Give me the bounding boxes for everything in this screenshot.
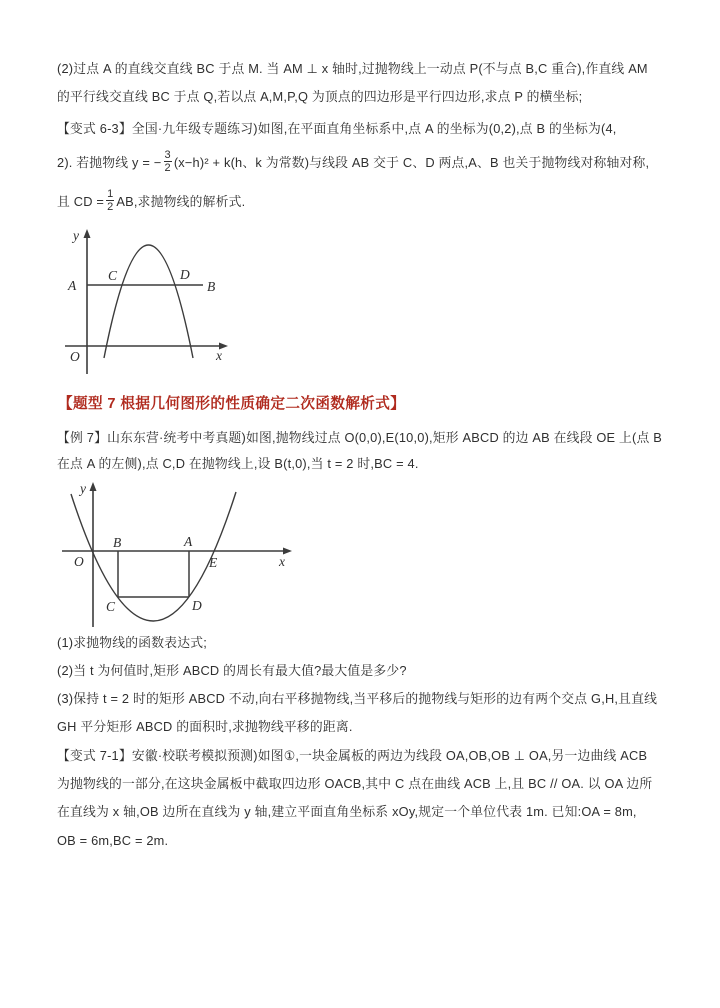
formula-prefix: 2). 若抛物线 y = − (57, 154, 162, 170)
y-axis-arrow-icon (90, 482, 97, 491)
variant63-formula-line (57, 143, 649, 179)
problem6-line1: (2)过点 A 的直线交直线 BC 于点 M. 当 AM ⊥ x 轴时,过抛物线上一动点 P(不与点 B,C 重合),作直线 AM (57, 61, 648, 76)
label-c: C (106, 599, 116, 614)
cd-prefix: 且 CD = (57, 193, 105, 209)
label-x: x (279, 554, 285, 569)
label-y: y (80, 481, 86, 496)
label-a: A (68, 278, 77, 293)
label-d: D (180, 267, 190, 282)
example7-q1: (1)求抛物线的函数表达式; (57, 635, 207, 650)
fraction-denominator: 2 (164, 161, 171, 174)
variant71-line2: 为抛物线的一部分,在这块金属板中截取四边形 OACB,其中 C 点在曲线 ACB 上,且 BC // OA. 以 OA 边所 (57, 776, 653, 791)
example7-q3-line2: GH 平分矩形 ABCD 的面积时,求抛物线平移的距离. (57, 719, 353, 734)
formula-suffix: (x−h)² + k(h、k 为常数)与线段 AB 交于 C、D 两点,A、B 也关于抛物线对称轴对称, (173, 154, 650, 170)
fraction-numerator: 3 (164, 148, 171, 161)
cd-suffix: AB,求抛物线的解析式. (116, 193, 246, 209)
label-e: E (209, 555, 218, 570)
label-a: A (184, 534, 193, 549)
label-x: x (216, 348, 222, 363)
fraction-one-half (106, 188, 114, 213)
fraction-numerator: 1 (107, 187, 114, 200)
example7-line1: 【例 7】山东东营·统考中考真题)如图,抛物线过点 O(0,0),E(10,0),矩形 ABCD 的边 AB 在线段 OE 上(点 B (57, 430, 662, 445)
example7-q2: (2)当 t 为何值时,矩形 ABCD 的周长有最大值?最大值是多少? (57, 663, 407, 678)
label-b: B (207, 279, 216, 294)
variant71-line4: OB = 6m,BC = 2m. (57, 833, 169, 848)
fraction-denominator: 2 (107, 200, 114, 213)
label-origin: O (70, 349, 80, 364)
variant63-cd-line (57, 182, 245, 218)
y-axis-arrow-icon (84, 229, 91, 238)
label-b: B (113, 535, 122, 550)
variant63-line1: 【变式 6-3】全国·九年级专题练习)如图,在平面直角坐标系中,点 A 的坐标为(0,2),点 B 的坐标为(4, (57, 121, 617, 136)
figure-parabola-up-rectangle (60, 480, 295, 632)
problem6-line2: 的平行线交直线 BC 于点 Q,若以点 A,M,P,Q 为顶点的四边形是平行四边形,求点 P 的横坐标; (57, 89, 583, 104)
fraction-three-halves (164, 149, 172, 174)
variant71-line3: 在直线为 x 轴,OB 边所在直线为 y 轴,建立平面直角坐标系 xOy,规定一个单位代表 1m. 已知:OA = 8m, (57, 804, 637, 819)
parabola-curve (104, 245, 193, 358)
label-d: D (192, 598, 202, 613)
example7-line2: 在点 A 的左侧),点 C,D 在抛物线上,设 B(t,0),当 t = 2 时,BC = 4. (57, 456, 419, 471)
variant71-line1: 【变式 7-1】安徽·校联考模拟预测)如图①,一块金属板的两边为线段 OA,OB,OB ⊥ OA,另一边曲线 ACB (57, 748, 648, 763)
topic7-heading: 【题型 7 根据几何图形的性质确定二次函数解析式】 (58, 396, 406, 412)
label-c: C (108, 268, 118, 283)
label-y: y (73, 228, 79, 243)
label-origin: O (74, 554, 84, 569)
figure-parabola-down (60, 227, 240, 379)
example7-q3-line1: (3)保持 t = 2 时的矩形 ABCD 不动,向右平移抛物线,当平移后的抛物线与矩形的边有两个交点 G,H,且直线 (57, 691, 658, 706)
